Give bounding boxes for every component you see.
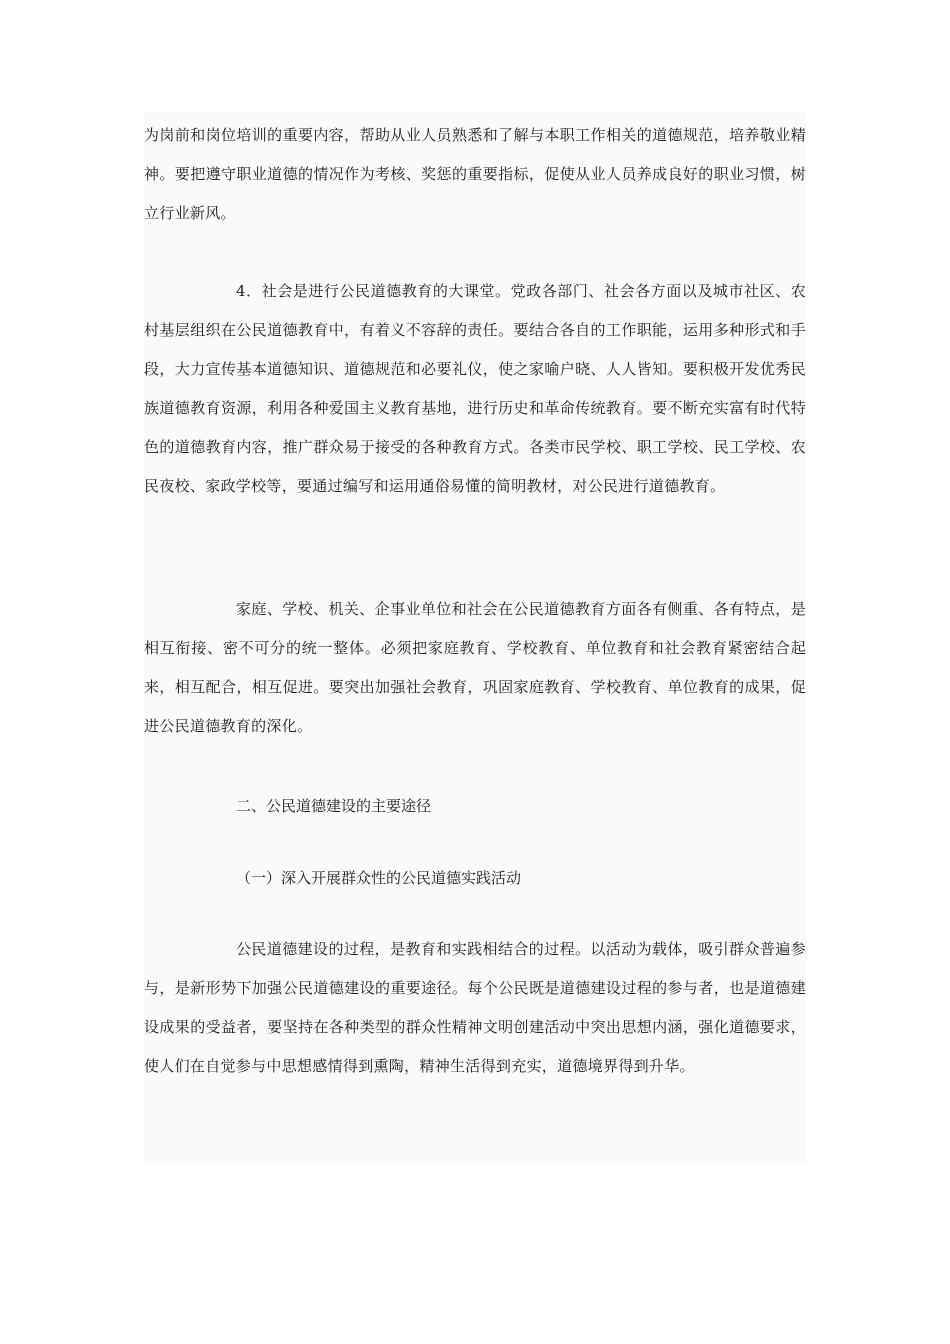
paragraph-society-classroom: 4．社会是进行公民道德教育的大课堂。党政各部门、社会各方面以及城市社区、农村基层组织在公民道德教育中，有着义不容辞的责任。要结合各自的工作职能，运用多种形式和手段，大力宣传基本道德知识、道德规范和必要礼仪，使之家喻户晓、人人皆知。要积极开发优秀民族道德教育资源，利用各种爱国主义教育基地，进行历史和革命传统教育。要不断充实富有时代特色的道德教育内容，推广群众易于接受的各种教育方式。各类市民学校、职工学校、民工学校、农民夜校、家政学校等，要通过编写和运用通俗易懂的简明教材，对公民进行道德教育。 (144, 282, 806, 495)
document-page (144, 112, 806, 1162)
subsection-heading: （一）深入开展群众性的公民道德实践活动 (236, 869, 522, 887)
section-heading: 二、公民道德建设的主要途径 (236, 797, 432, 815)
paragraph-integrated-education: 家庭、学校、机关、企事业单位和社会在公民道德教育方面各有侧重、各有特点，是相互衔接、密不可分的统一整体。必须把家庭教育、学校教育、单位教育和社会教育紧密结合起来，相互配合，相互促进。要突出加强社会教育，巩固家庭教育、学校教育、单位教育的成果，促进公民道德教育的深化。 (144, 600, 806, 735)
paragraph-practice-activities: 公民道德建设的过程，是教育和实践相结合的过程。以活动为载体，吸引群众普遍参与，是新形势下加强公民道德建设的重要途径。每个公民既是道德建设过程的参与者，也是道德建设成果的受益者，要坚持在各种类型的群众性精神文明创建活动中突出思想内涵，强化道德要求，使人们在自觉参与中思想感情得到熏陶，精神生活得到充实，道德境界得到升华。 (144, 940, 806, 1075)
paragraph-vocational-training: 为岗前和岗位培训的重要内容，帮助从业人员熟悉和了解与本职工作相关的道德规范，培养敬业精神。要把遵守职业道德的情况作为考核、奖惩的重要指标，促使从业人员养成良好的职业习惯，树立行业新风。 (144, 126, 806, 222)
